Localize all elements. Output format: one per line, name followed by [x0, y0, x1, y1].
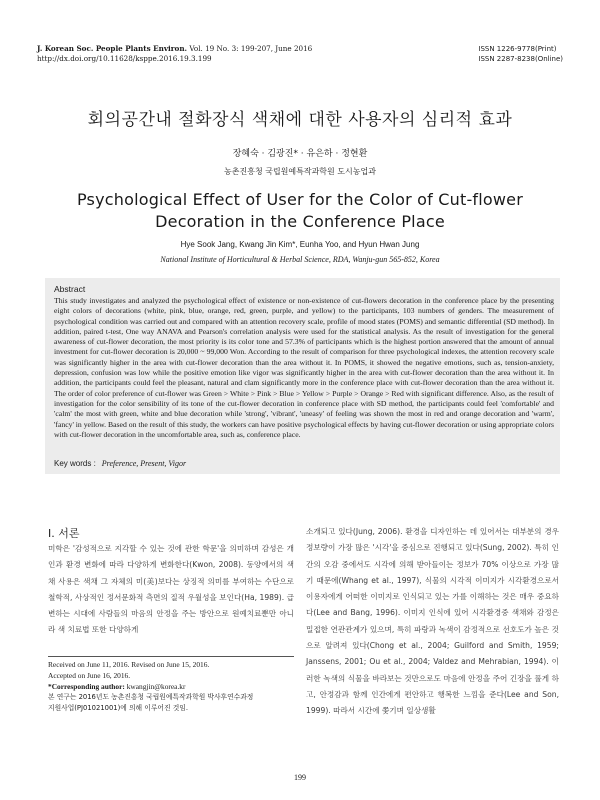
abstract-heading: Abstract — [54, 284, 86, 294]
body-paragraph: 미학은 '감성적으로 지각할 수 있는 것에 관한 학문'을 의미하며 감성은 개인과 환경 변화에 따라 다양하게 변화한다(Kwon, 2008). 동양에서의 색채 사용은 색채 그 자체의 미(美)보다는 상징적 의미를 부여하는 수단으로 철학적, 사상적인 정서문화적 측면의 질적 우월성을 보인다(Ha, 1989). 급변하는 시대에 사람들의 마음의 안정을 주는 방안으로 원예치료뿐만 아니라 색 치료법 또한 다양하게 — [48, 544, 294, 635]
section-heading-introduction: Ⅰ. 서론 — [48, 527, 80, 540]
body-column-left — [48, 541, 294, 639]
page-number: 199 — [294, 773, 306, 782]
journal-name: J. Korean Soc. People Plants Environ. — [37, 44, 188, 53]
doi-link[interactable]: http://dx.doi.org/10.11628/ksppe.2016.19.3.199 — [37, 54, 212, 63]
footnote-corresponding — [48, 682, 294, 693]
footnotes — [48, 660, 294, 714]
journal-header — [37, 44, 563, 64]
authors-korean: 장혜숙 · 김광진* · 유은하 · 정현환 — [232, 149, 368, 159]
body-paragraph: 소개되고 있다(Jung, 2006). 환경을 디자인하는 데 있어서는 대부분의 경우 정보량이 가장 많은 '시각'을 중심으로 진행되고 있다(Sung, 2002). 특히 인간의 오감 중에서도 시각에 의해 받아들이는 정보가 70% 이상으로 가장 많기 때문에(Whang et al., 1997), 식물의 시각적 이미지가 시각환경으로서 이용자에게 어떠한 이미지로 인식되고 있는 가를 이해하는 것은 매우 중요하다(Lee and Bang, 1996). 이미지 인식에 있어 시각환경중 색채와 감정은 밀접한 연관관계가 있으며, 특히 파랑과 녹색이 감정적으로 선호도가 높은 것으로 알려져 있다(Chong et al., 2004; Guilford and Smith, 1959; Janssens, 2001; Ou et al., 2004; Valdez and Mehrabian, 1994). 이러한 녹색의 식물을 바라보는 것만으로도 마음에 안정을 주어 긴장을 풀게 하고, 안정감과 함께 인간에게 편안하고 행복한 느낌을 준다(Lee and Son, 1999). 따라서 시간에 쫓기며 일상생활 — [306, 527, 559, 716]
authors-english: Hye Sook Jang, Kwang Jin Kim*, Eunha Yoo, and Hyun Hwan Jung — [180, 240, 420, 249]
keywords-label: Key words : — [54, 459, 96, 468]
footnote-divider — [48, 656, 294, 657]
footnote-received: Received on June 11, 2016. Revised on June 15, 2016. — [48, 660, 210, 669]
corresponding-label: *Corresponding author: — [48, 681, 125, 691]
issn-online: ISSN 2287-8238(Online) — [478, 55, 563, 63]
corresponding-email[interactable]: kwangjin@korea.kr — [126, 681, 186, 691]
paper-title-english: Psychological Effect of User for the Color of Cut-flower Decoration in the Conference Place — [76, 190, 524, 231]
keywords — [54, 459, 186, 468]
issn-block — [478, 44, 563, 64]
body-column-right — [306, 524, 559, 720]
issn-print: ISSN 1226-9778(Print) — [478, 45, 557, 53]
journal-volume: Vol. 19 No. 3: 199-207, June 2016 — [189, 44, 313, 53]
paper-title-korean: 회의공간내 절화장식 색채에 대한 사용자의 심리적 효과 — [87, 110, 513, 130]
affiliation-korean: 농촌진흥청 국립원예특작과학원 도시농업과 — [224, 167, 376, 176]
footnote-accepted: Accepted on June 16, 2016. — [48, 670, 131, 680]
footnote-funding-line2: 지원사업(PJ01021001)에 의해 이루어진 것임. — [48, 704, 188, 713]
affiliation-english: National Institute of Horticultural & Herbal Science, RDA, Wanju-gun 565-852, Korea — [160, 255, 440, 264]
abstract-text: This study investigates and analyzed the psychological effect of existence or non-existence of cut-flowers decoration in the conference place by the presenting eight colors of decorations (white, pink, blue, orange, red, green, purple, and yellow) to the participants, 103 numbers of genders. The measurement of psychological condition was carried out and compared with an attention recovery scale, profile of mood states (POMS) and semantic differential (SD method). In addition, paired t-test, One way ANAVA and Pearson's correlation analysis were used for the statistical analysis. As the result of investigation for the general awareness of cut-flower decoration, the most priority is its color tone and 57.3% of participants which is the highest portion answered that the amount of annual investment for cut-flower decoration is 20,000 ~ 99,000 Won. According to the result of comparison for three psychological indexes, the attention recovery scale was significantly higher in the area with cut-flower decoration than the area without it. In POMS, it showed the negative emotions, such as, tension-anxiety, depression, confusion was low while the positive emotion like vigor was significantly higher in the area with cut-flower decoration than the area without it. In addition, the participants could feel the pleasant, natural and clam significantly more in the conference place with cut-flower decoration than the area without it. The order of color preference of cut-flower was Green > White > Pink > Blue > Yellow > Purple > Orange > Red with significant difference. Also, as the result of investigation for the color sensibility of its tone of the cut-flower decoration in conference place with SD method, the participants could feel 'comfortable' and 'calm' the most with green, white and blue decoration while 'strong', 'vibrant', 'uneasy' of feeling was shown the most in red and orange decoration and 'warm', 'fancy' in yellow. Based on the result of this study, the workers can have positive psychological effects by having cut-flower decoration or using appropriate colors with cut-flower decoration in the uncomfortable area, such as, conference place. — [54, 296, 554, 439]
footnote-funding-line1: 본 연구는 2016년도 농촌진흥청 국립원예특작과학원 박사후연수과정 — [48, 693, 254, 702]
keywords-values: Preference, Present, Vigor — [101, 459, 187, 468]
